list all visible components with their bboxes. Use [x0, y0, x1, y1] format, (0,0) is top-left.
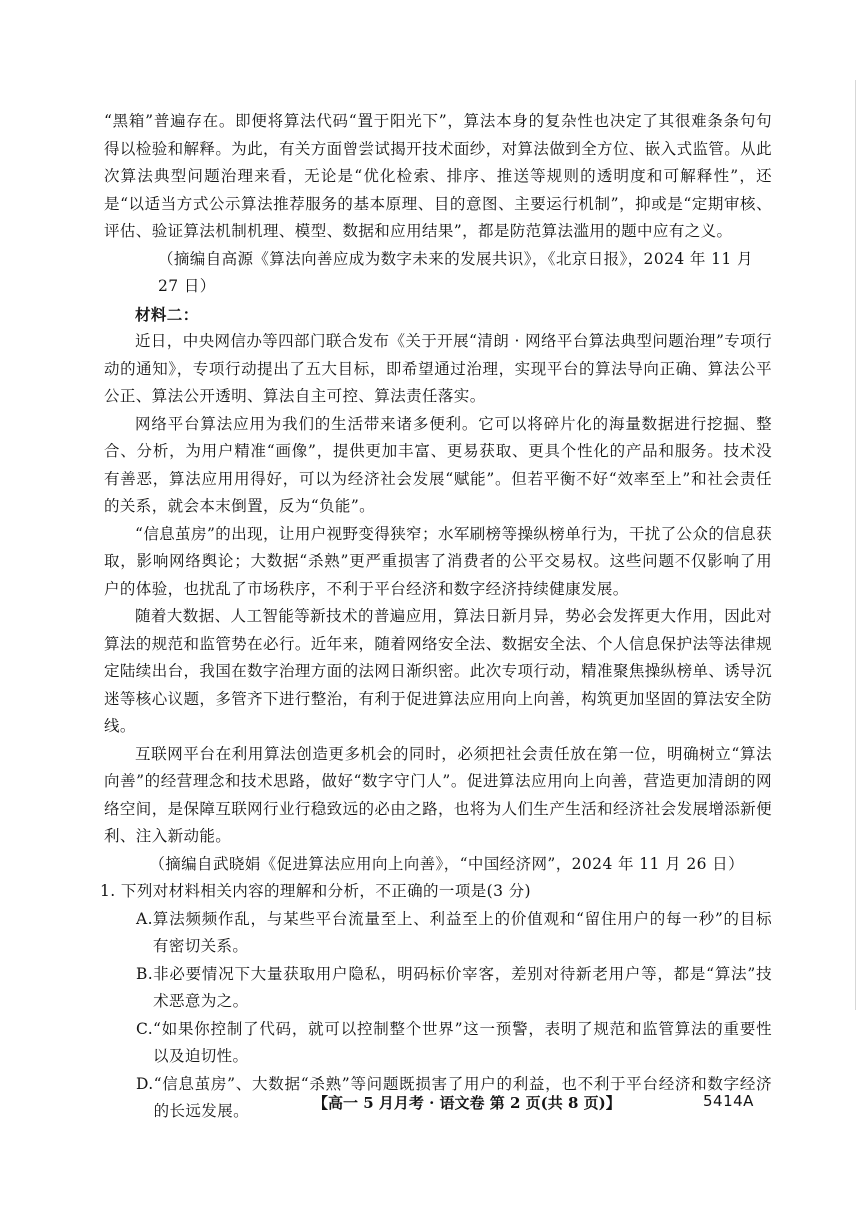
- question-stem: 1. 下列对材料相关内容的理解和分析，不正确的一项是(3 分): [100, 882, 532, 900]
- option-b: [104, 961, 772, 1016]
- option-letter: D.: [136, 1074, 154, 1093]
- paragraph-continued: “黑箱”普遍存在。即便将算法代码“置于阳光下”，算法本身的复杂性也决定了其很难条条句句得以检验和解释。为此，有关方面曾尝试揭开技术面纱，对算法做到全方位、嵌入式监管。从此次算法典型问题治理来看，无论是“优化检索、排序、推送等规则的透明度和可解释性”，还是“以适当方式公示算法推荐服务的基本原理、目的意图、主要运行机制”，抑或是“定期审核、评估、验证算法机制机理、模型、数据和应用结果”，都是防范算法滥用的题中应有之义。: [104, 112, 772, 240]
- material-2-paragraph: 互联网平台在利用算法创造更多机会的同时，必须把社会责任放在第一位，明确树立“算法向善”的经营理念和技术思路，做好“数字守门人”。促进算法应用向上向善，营造更加清朗的网络空间，是保障互联网行业行稳致远的必由之路，也将为人们生产生活和经济社会发展增添新便利、注入新动能。: [104, 744, 772, 845]
- option-letter: A.: [136, 909, 153, 928]
- page-body: [100, 108, 772, 1126]
- page-footer: [0, 1092, 868, 1120]
- option-a: [104, 906, 772, 961]
- option-c: [104, 1016, 772, 1071]
- source-citation-2: （摘编自武晓娟《促进算法应用向上向善》，“中国经济网”，2024 年 11 月 26 日）: [149, 854, 744, 873]
- material-2-heading: 材料二：: [135, 304, 199, 324]
- option-text: “如果你控制了代码，就可以控制整个世界”这一预警，表明了规范和监管算法的重要性以及迫切性。: [153, 1019, 772, 1065]
- source-citation-1: （摘编自高源《算法向善应成为数字未来的发展共识》，《北京日报》，2024 年 11 月 27 日）: [158, 249, 753, 295]
- option-text: “信息茧房”、大数据“杀熟”等问题既损害了用户的利益，也不利于平台经济和数字经济的长远发展。: [153, 1074, 772, 1120]
- scan-edge-line: [855, 80, 856, 1010]
- option-text: 非必要情况下大量获取用户隐私，明码标价宰客，差别对待新老用户等，都是“算法”技术恶意为之。: [153, 964, 772, 1010]
- footer-code: 5414A: [703, 1092, 754, 1110]
- material-2-paragraph: 近日，中央网信办等四部门联合发布《关于开展“清朗 · 网络平台算法典型问题治理”专项行动的通知》，专项行动提出了五大目标，即希望通过治理，实现平台的算法导向正确、算法公平公正、算法公开透明、算法自主可控、算法责任落实。: [104, 332, 772, 405]
- material-2-paragraph: 随着大数据、人工智能等新技术的普遍应用，算法日新月异，势必会发挥更大作用，因此对算法的规范和监管势在必行。近年来，随着网络安全法、数据安全法、个人信息保护法等法律规定陆续出台，我国在数字治理方面的法网日渐织密。此次专项行动，精准聚焦操纵榜单、诱导沉迷等核心议题，多管齐下进行整治，有利于促进算法应用向上向善，构筑更加坚固的算法安全防线。: [104, 607, 772, 735]
- material-2-paragraph: 网络平台算法应用为我们的生活带来诸多便利。它可以将碎片化的海量数据进行挖掘、整合、分析，为用户精准“画像”，提供更加丰富、更易获取、更具个性化的产品和服务。技术没有善恶，算法应用用得好，可以为经济社会发展“赋能”。但若平衡不好“效率至上”和社会责任的关系，就会本末倒置，反为“负能”。: [104, 414, 772, 515]
- footer-title: 【高一 5 月月考 · 语文卷 第 2 页(共 8 页)】: [313, 1094, 621, 1112]
- option-letter: C.: [136, 1019, 154, 1038]
- option-letter: B.: [136, 964, 154, 983]
- material-2-paragraph: “信息茧房”的出现，让用户视野变得狭窄；水军刷榜等操纵榜单行为，干扰了公众的信息获取，影响网络舆论；大数据“杀熟”更严重损害了消费者的公平交易权。这些问题不仅影响了用户的体验，也扰乱了市场秩序，不利于平台经济和数字经济持续健康发展。: [104, 524, 772, 598]
- option-text: 算法频频作乱，与某些平台流量至上、利益至上的价值观和“留住用户的每一秒”的目标有密切关系。: [152, 909, 772, 955]
